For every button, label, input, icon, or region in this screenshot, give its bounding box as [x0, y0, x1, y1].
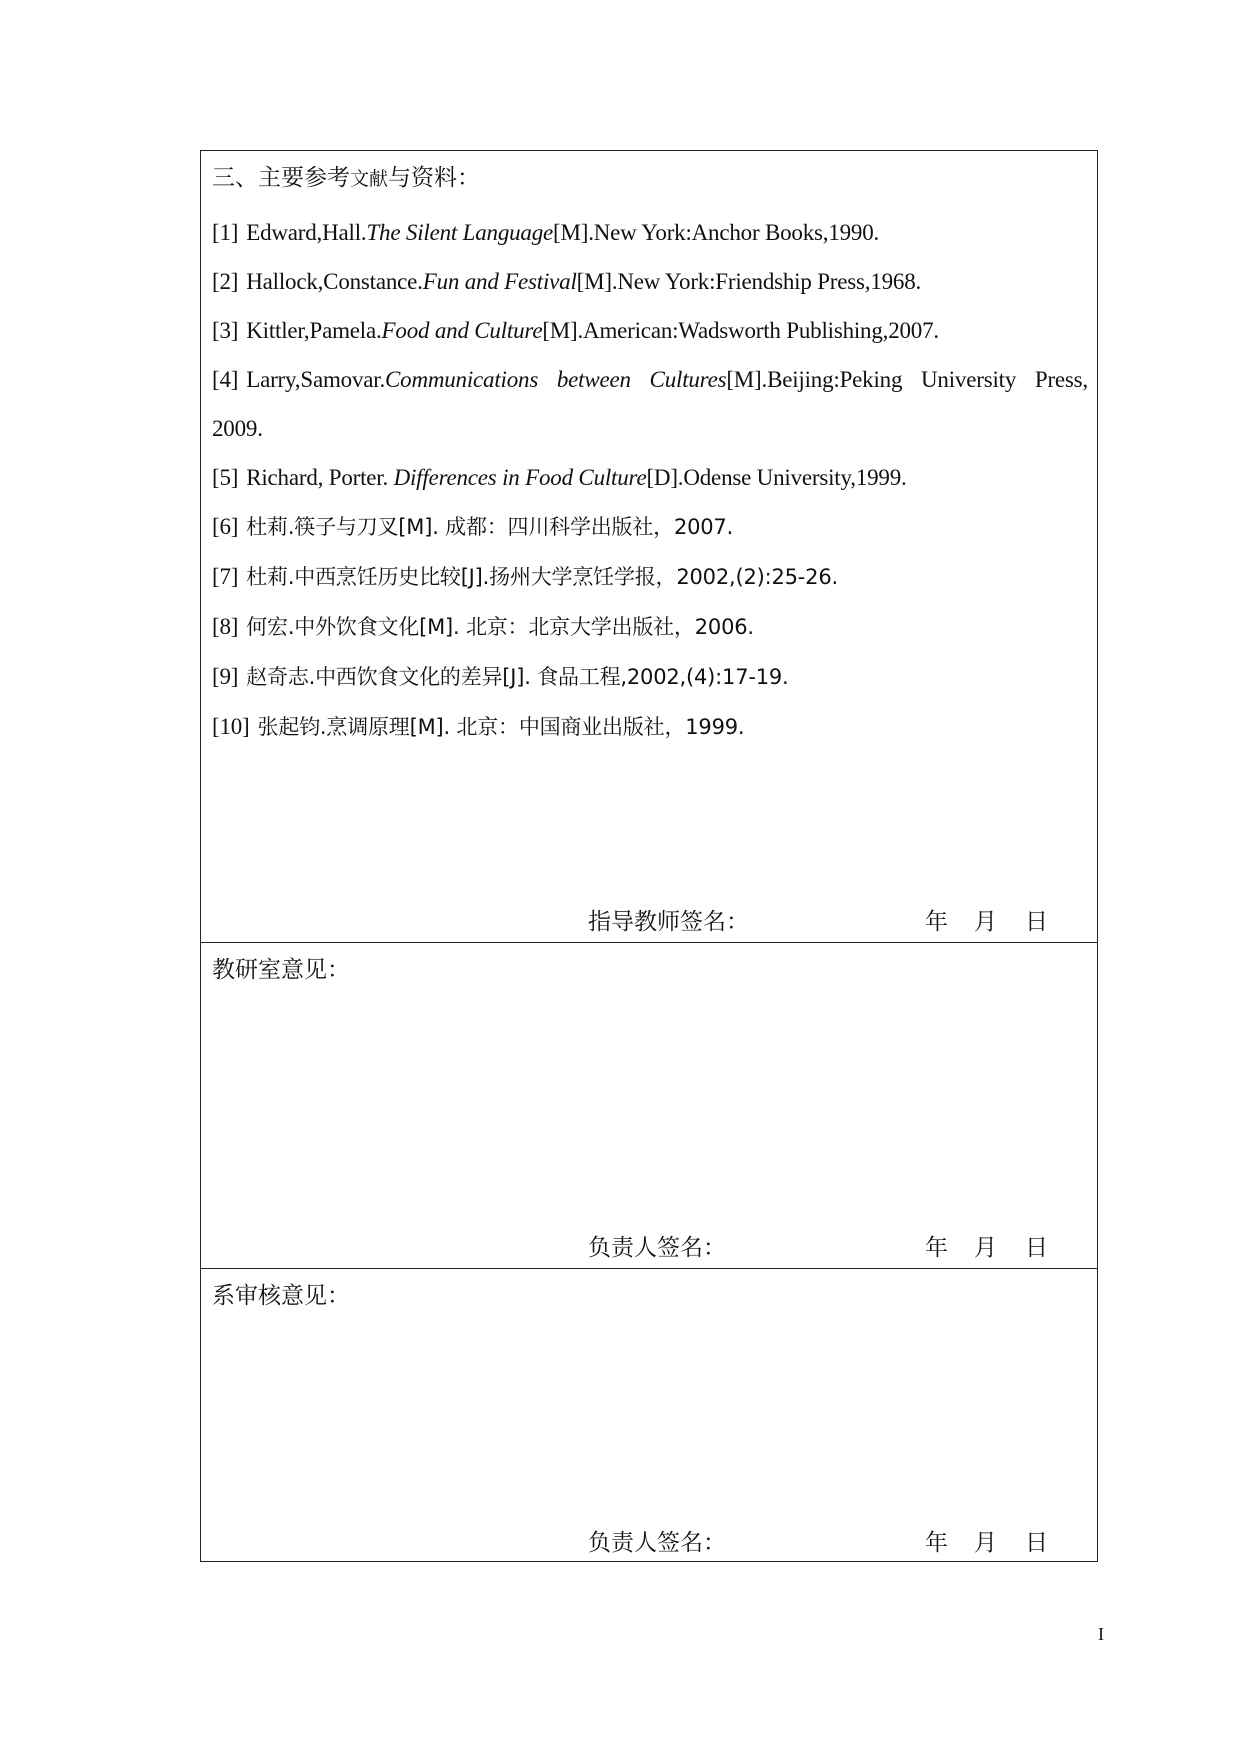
- reference-number: [3]: [212, 318, 239, 343]
- reference-source: [M].Beijing:Peking University Press, 2009.: [212, 367, 1088, 441]
- date-month-label: 月: [974, 1235, 997, 1261]
- date-year-label: 年: [925, 1235, 948, 1261]
- reference-text: 赵奇志.中西饮食文化的差异[J]. 食品工程,2002,(4):17-19.: [246, 665, 789, 689]
- department-review-section: [201, 1269, 1097, 1561]
- reference-title: Fun and Festival: [422, 269, 577, 294]
- reference-item-2: [212, 257, 1088, 306]
- reference-number: [5]: [212, 465, 239, 490]
- reference-item-6: [212, 502, 1088, 552]
- date-day-label: 日: [1025, 1235, 1048, 1261]
- references-heading: [212, 159, 480, 192]
- reference-text: 张起钧.烹调原理[M]. 北京：中国商业出版社，1999.: [257, 715, 745, 739]
- date-day-label: 日: [1025, 909, 1048, 935]
- reference-item-8: [212, 602, 1088, 652]
- reference-item-1: [212, 208, 1088, 257]
- reference-number: [2]: [212, 269, 239, 294]
- review-form-table: [200, 150, 1098, 1562]
- reference-number: [6]: [212, 514, 239, 539]
- reference-title: Differences in Food Culture: [393, 465, 647, 490]
- reference-author: Kittler,Pamela.: [246, 318, 382, 343]
- reference-title: The Silent Language: [366, 220, 554, 245]
- date-year-label: 年: [925, 909, 948, 935]
- reference-item-4: [212, 355, 1088, 453]
- references-heading-tail: 与资料：: [388, 165, 481, 191]
- reference-list: [212, 208, 1088, 752]
- references-section: [201, 151, 1097, 943]
- reference-number: [9]: [212, 664, 239, 689]
- reference-text: 杜莉.筷子与刀叉[M]. 成都：四川科学出版社，2007.: [246, 515, 734, 539]
- teaching-office-heading: 教研室意见：: [212, 957, 350, 983]
- reference-text: 杜莉.中西烹饪历史比较[J].扬州大学烹饪学报，2002,(2):25-26.: [246, 565, 838, 589]
- office-signature-label: 负责人签名：: [588, 1235, 726, 1261]
- reference-number: [8]: [212, 614, 239, 639]
- reference-author: Richard, Porter.: [246, 465, 394, 490]
- department-signature-label: 负责人签名：: [588, 1530, 726, 1556]
- reference-title: Food and Culture: [381, 318, 543, 343]
- reference-source: [D].Odense University,1999.: [646, 465, 907, 490]
- date-year-label: 年: [925, 1530, 948, 1556]
- reference-number: [4]: [212, 367, 239, 392]
- reference-author: Edward,Hall.: [246, 220, 367, 245]
- teaching-office-section: [201, 943, 1097, 1269]
- reference-number: [1]: [212, 220, 239, 245]
- reference-author: Hallock,Constance.: [246, 269, 423, 294]
- references-heading-main: 三、主要参考: [212, 165, 350, 191]
- reference-text: 何宏.中外饮食文化[M]. 北京：北京大学出版社，2006.: [246, 615, 754, 639]
- department-review-heading: 系审核意见：: [212, 1283, 350, 1309]
- reference-number: [10]: [212, 714, 250, 739]
- reference-item-10: [212, 702, 1088, 752]
- reference-item-3: [212, 306, 1088, 355]
- reference-source: [M].New York:Friendship Press,1968.: [576, 269, 922, 294]
- date-month-label: 月: [974, 909, 997, 935]
- advisor-signature-label: 指导教师签名：: [588, 909, 749, 935]
- reference-title: Communications between Cultures: [385, 367, 727, 392]
- date-day-label: 日: [1025, 1530, 1048, 1556]
- reference-source: [M].American:Wadsworth Publishing,2007.: [542, 318, 939, 343]
- reference-author: Larry,Samovar.: [246, 367, 385, 392]
- reference-number: [7]: [212, 564, 239, 589]
- references-heading-small: 文献: [350, 168, 389, 190]
- date-month-label: 月: [974, 1530, 997, 1556]
- reference-item-7: [212, 552, 1088, 602]
- page-number: I: [1098, 1624, 1104, 1644]
- reference-item-5: [212, 453, 1088, 502]
- reference-source: [M].New York:Anchor Books,1990.: [553, 220, 880, 245]
- reference-item-9: [212, 652, 1088, 702]
